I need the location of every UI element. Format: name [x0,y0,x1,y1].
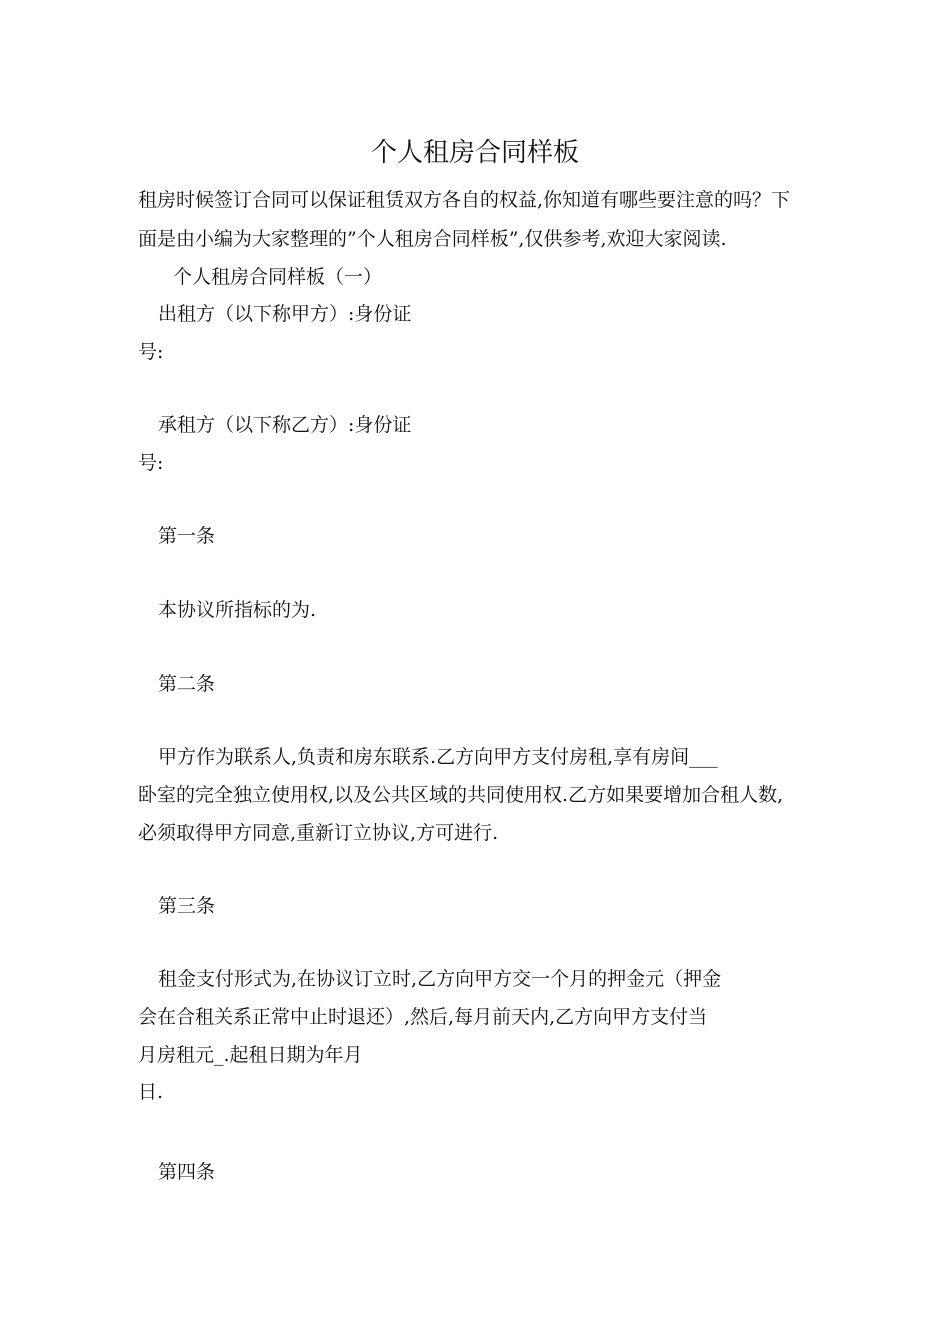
article-1-text: 本协议所指标的为. [158,599,317,621]
article-2-line-2: 卧室的完全独立使用权,以及公共区域的共同使用权.乙方如果要增加合租人数, [138,784,784,806]
article-3-line-2: 会在合租关系正常中止时退还）,然后,每月前天内,乙方向甲方支付当 [138,1006,708,1028]
lessee-line-1: 承租方（以下称乙方）:身份证 [158,414,412,436]
article-2-line-3: 必须取得甲方同意,重新订立协议,方可进行. [138,822,499,844]
article-2-heading: 第二条 [158,673,216,695]
article-1-heading: 第一条 [158,525,216,547]
intro-line-2: 面是由小编为大家整理的”个人租房合同样板”,仅供参考,欢迎大家阅读. [138,228,727,250]
document-title: 个人租房合同样板 [370,138,579,168]
lessor-line-2: 号: [138,341,164,363]
article-2-line-1: 甲方作为联系人,负责和房东联系.乙方向甲方支付房租,享有房间___ [158,746,718,768]
article-3-line-1: 租金支付形式为,在协议订立时,乙方向甲方交一个月的押金元（押金 [158,968,722,990]
lessor-line-1: 出租方（以下称甲方）:身份证 [158,303,412,325]
lessee-line-2: 号: [138,452,164,474]
article-3-heading: 第三条 [158,895,216,917]
section-subtitle: 个人租房合同样板（一） [173,266,383,288]
intro-line-1: 租房时候签订合同可以保证租赁双方各自的权益,你知道有哪些要注意的吗？下 [138,189,791,211]
article-3-line-3: 月房租元_.起租日期为年月 [138,1044,363,1066]
article-3-line-4: 日. [138,1081,164,1103]
article-4-heading: 第四条 [158,1161,216,1183]
